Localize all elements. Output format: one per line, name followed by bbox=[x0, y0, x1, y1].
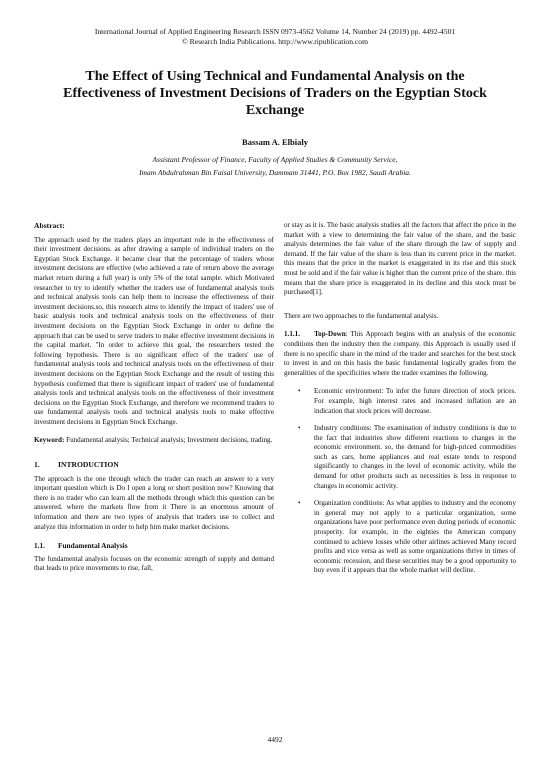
journal-line: International Journal of Applied Engineering Research ISSN 0973-4562 Volume 14, Number 24 (2019) pp. 4492-4501 bbox=[94, 27, 456, 36]
section-1-1-1-heading: Top-Down bbox=[314, 330, 346, 339]
bullet-icon: • bbox=[298, 387, 301, 396]
keywords bbox=[34, 436, 274, 446]
abstract-heading: Abstract: bbox=[34, 221, 65, 230]
author-affiliation-1: Assistant Professor of Finance, Faculty of Applied Studies & Community Service, bbox=[152, 155, 398, 164]
intro-number: 1. bbox=[34, 460, 40, 470]
keywords-label: Keyword: bbox=[34, 436, 65, 445]
paper-title: The Effect of Using Technical and Fundamental Analysis on the Effectiveness of Investment Decisions of Traders on the Egyptian Stock Exchange bbox=[63, 69, 487, 118]
list-item-text: Economic environment: To infer the future direction of stock prices. For example, high interest rates and increased inflation are an indication that stock prices will decrease. bbox=[314, 387, 516, 415]
intro-text: The approach is the one through which the trader can reach an answer to a very important question which is Do I open a long or short position now? Knowing that there is no trader who can learn all the methods through which this question can be answered. where the markets flow from it There is an enormous amount of information and there are two types of analysis that traders use to collect and analyze this information in order to help him make market decisions. bbox=[34, 474, 274, 531]
section-1-1-text-right: or stay as it is. The basic analysis studies all the factors that affect the price in the market with a view to determining the fair value of the share, and the basic analysis determines the fair value of the share through the law of supply and demand. If the fair value of the share is less than its current price in the market. this means that the price in the market is exaggerated in its rise and this stock must be sold and if the fair value is higher than the current price of the share. this means that the share price is exaggerated in its decline and this stock must be purchased[1]. bbox=[284, 221, 516, 297]
list-item-text: Industry conditions: The examination of industry conditions is due to the fact that industries show different reactions to changes in the economic environment. so, the demand for high-priced commodities such as cars, home appliances and real estate tends to respond significantly to changes in the level of economic activity, while the demand for other products such as necessities is less in response to changes in economic activity. bbox=[314, 424, 516, 490]
two-approaches-text: There are two approaches to the fundamental analysis. bbox=[284, 311, 439, 320]
intro-heading-text: INTRODUCTION bbox=[58, 460, 119, 470]
abstract-text: The approach used by the traders plays an important role in the effectiveness of their investment decisions. as after drawing a sample of individual traders on the Egyptian Stock Exchange. it became clear that the percentage of traders whose investment decisions are effective (who achieved a rate of return above the average market return during a full year) is only 5% of the total sample. which Motivated researcher to try to identify whether the traders use of fundamental analysis tools and technical analysis tools can help them to increase the effectiveness of their investment decisions.so, this research aims to identify the impact of traders' use of basic analysis tools and technical analysis tools on the effectiveness of their investment decisions on the Egyptian Stock Exchange in order to define the approach that can be used to serve traders to make effective investment decisions in the capital market. "In order to achieve this goal, the researchers tested the following hypothesis. There is no significant effect of the traders' use of fundamental analysis tools and technical analysis tools on the effectiveness of their investment decisions on the Egyptian Stock Exchange and the result of testing this hypothesis confirmed that there is significant impact of traders' use of fundamental analysis tools and technical analysis tools on the effectiveness of their investment decisions on the Egyptian Stock Exchange, and therefore we recommend traders to use fundamental analysis tools and technical analysis tools to make effective investment decisions in Egyptian Stock Exchange. bbox=[34, 235, 274, 426]
journal-header bbox=[0, 27, 550, 47]
author-affiliation-2: Imam Abdulrahman Bin Faisal University, Dammam 31441, P.O. Box 1982, Saudi Arabia. bbox=[139, 168, 411, 177]
left-column bbox=[34, 221, 274, 583]
section-1-1-text-left: The fundamental analysis focuses on the economic strength of supply and demand that leads to price movements to rise, fall, bbox=[34, 554, 274, 573]
list-item-text: Organization conditions: As what applies to industry and the economy in general may not apply to a particular organization, some organizations have poor performance even during periods of economic prosperity. for example, in the eighties the American company continued to achieve losses while other airlines achieved Many record profits and vice versa as well as some organizations thrive in times of economic recession, and these securities may be a good opportunity to buy even if it appears that the whole market will decline. bbox=[314, 499, 516, 575]
section-1-1-1 bbox=[284, 330, 516, 378]
section-1-1-heading bbox=[34, 541, 274, 551]
intro-heading bbox=[34, 460, 274, 470]
bullet-icon: • bbox=[298, 424, 301, 433]
bullet-icon: • bbox=[298, 499, 301, 508]
page-number: 4492 bbox=[267, 735, 283, 744]
author-name: Bassam A. Elbialy bbox=[242, 137, 308, 147]
factor-list bbox=[284, 387, 516, 576]
section-1-1-heading-text: Fundamental Analysis bbox=[58, 541, 128, 551]
list-item bbox=[284, 387, 516, 416]
section-1-1-1-text: : This Approach begins with an analysis of the economic conditions then the industry then the company. this Approach is usually used if there is no specific share in the mind of the trader and searches for the best stock to invest in and on this basis the basic fundamental logically grades from the generalities of the specificities where the trader examines the following. bbox=[284, 330, 517, 377]
keywords-text: Fundamental analysis; Technical analysis; Investment decisions, trading. bbox=[66, 436, 273, 445]
list-item bbox=[284, 499, 516, 576]
right-column bbox=[284, 221, 516, 584]
section-1-1-number: 1.1. bbox=[34, 541, 45, 551]
publisher-line: © Research India Publications. http://www.ripublication.com bbox=[181, 37, 368, 46]
list-item bbox=[284, 424, 516, 491]
section-1-1-1-number: 1.1.1. bbox=[284, 330, 300, 339]
